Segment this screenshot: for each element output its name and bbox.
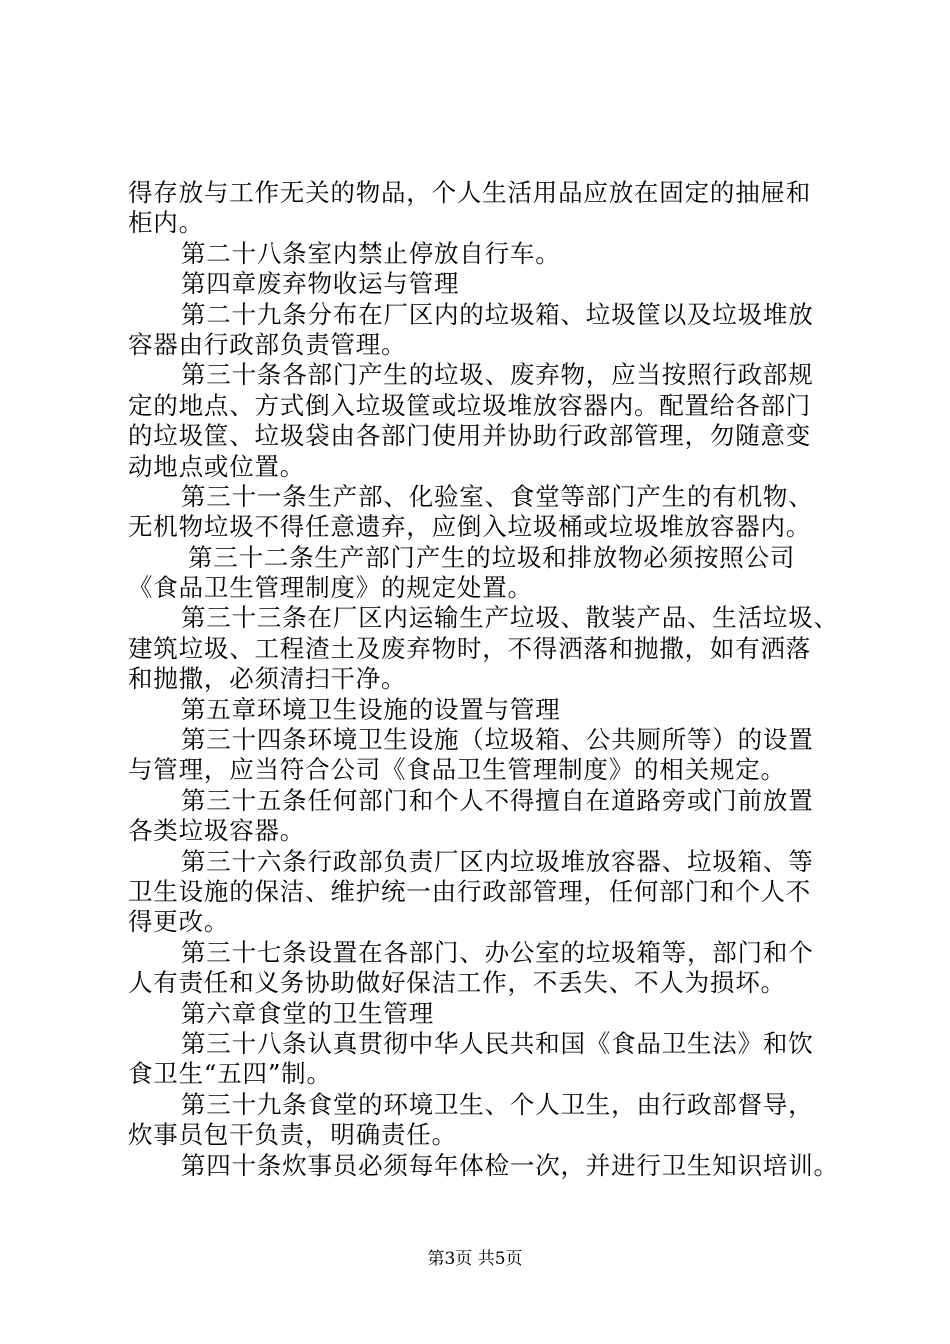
article-35: 第三十五条任何部门和个人不得擅自在道路旁或门前放置: [181, 785, 814, 815]
paragraph-line: 得更改。: [128, 907, 230, 937]
article-32: 第三十二条生产部门产生的垃圾和排放物必须按照公司: [188, 542, 796, 572]
article-39: 第三十九条食堂的环境卫生、个人卫生，由行政部督导，: [181, 1089, 814, 1119]
chapter-4-heading: 第四章废弃物收运与管理: [181, 269, 460, 299]
article-40: 第四十条炊事员必须每年体检一次，并进行卫生知识培训。: [181, 1150, 839, 1180]
paragraph-line: 各类垃圾容器。: [128, 816, 306, 846]
article-36: 第三十六条行政部负责厂区内垃圾堆放容器、垃圾箱、等: [181, 846, 814, 876]
paragraph-line: 无机物垃圾不得任意遗弃，应倒入垃圾桶或垃圾堆放容器内。: [128, 512, 812, 542]
article-33: 第三十三条在厂区内运输生产垃圾、散装产品、生活垃圾、: [181, 603, 839, 633]
paragraph-line: 《食品卫生管理制度》的规定处置。: [128, 573, 533, 603]
document-body: [128, 178, 839, 1181]
article-30: 第三十条各部门产生的垃圾、废弃物，应当按照行政部规: [181, 360, 814, 390]
paragraph-line: 柜内。: [128, 208, 204, 238]
paragraph-line: 建筑垃圾、工程渣土及废弃物时，不得洒落和抛撒，如有洒落: [128, 633, 812, 663]
paragraph-line: 的垃圾筐、垃圾袋由各部门使用并协助行政部管理，勿随意变: [128, 421, 812, 451]
paragraph-line: 和抛撒，必须清扫干净。: [128, 664, 407, 694]
article-29: 第二十九条分布在厂区内的垃圾箱、垃圾筐以及垃圾堆放: [181, 299, 814, 329]
paragraph-line: 动地点或位置。: [128, 451, 306, 481]
chapter-5-heading: 第五章环境卫生设施的设置与管理: [181, 694, 561, 724]
article-37: 第三十七条设置在各部门、办公室的垃圾箱等，部门和个: [181, 937, 814, 967]
paragraph-line: 得存放与工作无关的物品，个人生活用品应放在固定的抽屉和: [128, 178, 812, 207]
paragraph-line: 卫生设施的保洁、维护统一由行政部管理，任何部门和个人不: [128, 876, 812, 906]
paragraph-line: 人有责任和义务协助做好保洁工作，不丢失、不人为损坏。: [128, 968, 786, 998]
paragraph-line: 食卫生“五四”制。: [128, 1059, 332, 1089]
paragraph-line: 容器由行政部负责管理。: [128, 329, 407, 359]
article-31: 第三十一条生产部、化验室、食堂等部门产生的有机物、: [181, 481, 814, 511]
article-38: 第三十八条认真贯彻中华人民共和国《食品卫生法》和饮: [181, 1028, 814, 1058]
page-number-footer: 第3页 共5页: [427, 1249, 523, 1269]
paragraph-line: 炊事员包干负责，明确责任。: [128, 1120, 457, 1150]
chapter-6-heading: 第六章食堂的卫生管理: [181, 998, 434, 1028]
paragraph-line: 与管理，应当符合公司《食品卫生管理制度》的相关规定。: [128, 755, 786, 785]
article-34: 第三十四条环境卫生设施（垃圾箱、公共厕所等）的设置: [181, 725, 814, 755]
paragraph-line: 定的地点、方式倒入垃圾筐或垃圾堆放容器内。配置给各部门: [128, 390, 812, 420]
article-28: 第二十八条室内禁止停放自行车。: [181, 238, 561, 268]
